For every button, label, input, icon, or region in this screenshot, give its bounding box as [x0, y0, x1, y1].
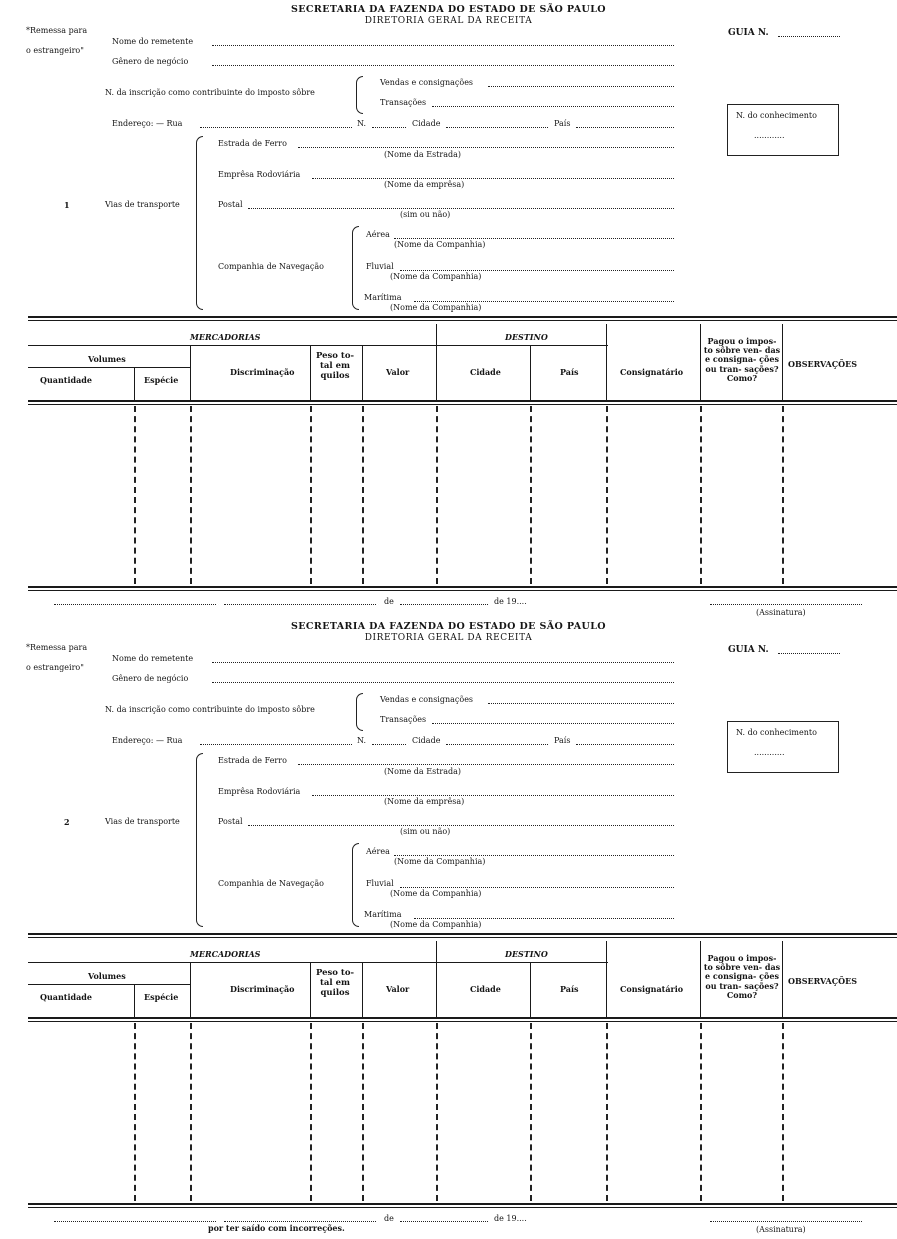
col-observacoes: OBSERVAÇÕES [788, 359, 857, 369]
pais-field[interactable] [576, 127, 674, 128]
body-col-7 [606, 1023, 608, 1201]
aerea-label: Aérea [366, 847, 390, 856]
fluvial-label: Fluvial [366, 879, 394, 888]
sep-disc-peso [310, 962, 311, 1017]
guia-number-field[interactable] [778, 36, 840, 37]
form-title: SECRETARIA DA FAZENDA DO ESTADO DE SÃO PAULO [291, 4, 606, 15]
footer-note: por ter saído com incorreções. [208, 1223, 345, 1233]
form-number: 1 [64, 200, 70, 210]
fluvial-field[interactable] [400, 887, 674, 888]
col-valor: Valor [386, 367, 410, 377]
cidade-field[interactable] [446, 744, 548, 745]
de-label: de [384, 597, 394, 606]
form-subtitle: DIRETORIA GERAL DA RECEITA [364, 633, 533, 643]
maritima-label: Marítima [364, 293, 402, 302]
mercadorias-header: MERCADORIAS [190, 332, 261, 342]
body-col-1 [134, 406, 136, 584]
rodoviaria-hint: (Nome da emprêsa) [384, 180, 465, 189]
sep-peso-valor [362, 962, 363, 1017]
endereco-label: Endereço: — Rua [112, 119, 183, 128]
maritima-hint: (Nome da Companhia) [390, 920, 482, 929]
volumes-rule [28, 984, 190, 985]
col-discriminacao: Discriminação [230, 984, 295, 994]
remessa-line2: o estrangeiro" [26, 46, 84, 55]
conhecimento-label: N. do conhecimento [736, 111, 817, 120]
body-col-2 [190, 1023, 192, 1201]
volumes-header: Volumes [88, 971, 126, 981]
guia-form-1 [0, 0, 897, 615]
remetente-label: Nome do remetente [112, 654, 194, 663]
genero-label: Gênero de negócio [112, 57, 189, 66]
remetente-field[interactable] [212, 662, 674, 663]
col-quantidade: Quantidade [40, 992, 92, 1002]
col-cidade: Cidade [470, 367, 501, 377]
pais-field[interactable] [576, 744, 674, 745]
form-title: SECRETARIA DA FAZENDA DO ESTADO DE SÃO PAULO [291, 621, 606, 632]
form-number: 2 [64, 817, 70, 827]
remetente-label: Nome do remetente [112, 37, 194, 46]
genero-field[interactable] [212, 682, 674, 683]
navegacao-brace [352, 843, 359, 927]
sep-esp-disc [190, 345, 191, 400]
sep-consig-pagou [700, 941, 701, 1017]
body-col-4 [362, 406, 364, 584]
sep-esp-disc [190, 962, 191, 1017]
navegacao-label: Companhia de Navegação [218, 262, 324, 271]
rodoviaria-label: Emprêsa Rodoviária [218, 787, 301, 796]
col-quantidade: Quantidade [40, 375, 92, 385]
maritima-field[interactable] [414, 301, 674, 302]
sep-consig-pagou [700, 324, 701, 400]
sep-cidade-pais [530, 345, 531, 400]
body-col-9 [782, 1023, 784, 1201]
estrada-field[interactable] [298, 764, 674, 765]
group-rule [28, 962, 608, 963]
inscricao-label: N. da inscrição como contribuinte do imposto sôbre [105, 88, 315, 97]
maritima-label: Marítima [364, 910, 402, 919]
form-subtitle: DIRETORIA GERAL DA RECEITA [364, 16, 533, 26]
cidade-label: Cidade [412, 736, 441, 745]
remessa-line1: *Remessa para [26, 26, 88, 35]
sep-pais-consig [606, 324, 607, 400]
rodoviaria-field[interactable] [312, 178, 674, 179]
genero-label: Gênero de negócio [112, 674, 189, 683]
body-col-5 [436, 406, 438, 584]
body-col-8 [700, 406, 702, 584]
rodoviaria-label: Emprêsa Rodoviária [218, 170, 301, 179]
assinatura-field[interactable] [710, 604, 862, 605]
col-valor: Valor [386, 984, 410, 994]
guia-label: GUIA N. [728, 28, 769, 38]
col-peso: Peso to- tal em quilos [315, 968, 355, 998]
inscricao-label: N. da inscrição como contribuinte do imposto sôbre [105, 705, 315, 714]
numero-field[interactable] [372, 744, 406, 745]
de-label: de [384, 1214, 394, 1223]
group-rule [28, 345, 608, 346]
body-col-6 [530, 406, 532, 584]
estrada-hint: (Nome da Estrada) [384, 150, 461, 159]
col-discriminacao: Discriminação [230, 367, 295, 377]
pais-label: País [554, 736, 571, 745]
aerea-field[interactable] [394, 855, 674, 856]
table-top-rule-2 [28, 937, 897, 938]
postal-hint: (sim ou não) [400, 827, 451, 836]
mercadorias-header: MERCADORIAS [190, 949, 261, 959]
vendas-label: Vendas e consignações [380, 695, 474, 704]
col-pagou: Pagou o impos- to sôbre ven- das e consigna- ções ou tran- sações? Como? [703, 953, 781, 1000]
aerea-hint: (Nome da Companhia) [394, 857, 486, 866]
assinatura-field[interactable] [710, 1221, 862, 1222]
fluvial-hint: (Nome da Companhia) [390, 272, 482, 281]
genero-field[interactable] [212, 65, 674, 66]
table-header-rule-2 [28, 1021, 897, 1022]
transacoes-field[interactable] [432, 723, 674, 724]
remessa-line1: *Remessa para [26, 643, 88, 652]
numero-field[interactable] [372, 127, 406, 128]
vendas-label: Vendas e consignações [380, 78, 474, 87]
sep-valor-cidade [436, 941, 437, 1017]
sep-valor-cidade [436, 324, 437, 400]
col-especie: Espécie [144, 375, 179, 385]
numero-label: N. [357, 119, 367, 128]
remetente-field[interactable] [212, 45, 674, 46]
rua-field[interactable] [200, 744, 352, 745]
sep-disc-peso [310, 345, 311, 400]
estrada-hint: (Nome da Estrada) [384, 767, 461, 776]
postal-hint: (sim ou não) [400, 210, 451, 219]
table-bottom-rule-2 [28, 1207, 897, 1208]
postal-field[interactable] [248, 208, 674, 209]
maritima-field[interactable] [414, 918, 674, 919]
fluvial-label: Fluvial [366, 262, 394, 271]
endereco-label: Endereço: — Rua [112, 736, 183, 745]
mes-field[interactable] [400, 604, 488, 605]
estrada-label: Estrada de Ferro [218, 139, 287, 148]
table-header-rule [28, 400, 897, 402]
col-cidade: Cidade [470, 984, 501, 994]
fluvial-field[interactable] [400, 270, 674, 271]
remessa-line2: o estrangeiro" [26, 663, 84, 672]
navegacao-brace [352, 226, 359, 310]
sep-pagou-obs [782, 941, 783, 1017]
destino-header: DESTINO [505, 949, 548, 959]
assinatura-label: (Assinatura) [756, 1225, 806, 1234]
guia-label: GUIA N. [728, 645, 769, 655]
local-field[interactable] [54, 1221, 216, 1222]
dia-field[interactable] [224, 1221, 376, 1222]
postal-label: Postal [218, 200, 243, 209]
rodoviaria-field[interactable] [312, 795, 674, 796]
col-especie: Espécie [144, 992, 179, 1002]
col-peso: Peso to- tal em quilos [315, 351, 355, 381]
inscricao-brace [356, 693, 363, 731]
volumes-header: Volumes [88, 354, 126, 364]
conhecimento-box[interactable] [727, 721, 839, 773]
rua-field[interactable] [200, 127, 352, 128]
conhecimento-value: ............ [754, 748, 785, 757]
fluvial-hint: (Nome da Companhia) [390, 889, 482, 898]
aerea-field[interactable] [394, 238, 674, 239]
body-col-1 [134, 1023, 136, 1201]
table-top-rule [28, 933, 897, 935]
sep-pagou-obs [782, 324, 783, 400]
aerea-label: Aérea [366, 230, 390, 239]
body-col-7 [606, 406, 608, 584]
sep-cidade-pais [530, 962, 531, 1017]
guia-form-2 [0, 617, 897, 1232]
estrada-label: Estrada de Ferro [218, 756, 287, 765]
body-col-8 [700, 1023, 702, 1201]
destino-header: DESTINO [505, 332, 548, 342]
local-field[interactable] [54, 604, 216, 605]
pais-label: País [554, 119, 571, 128]
body-col-3 [310, 1023, 312, 1201]
maritima-hint: (Nome da Companhia) [390, 303, 482, 312]
transacoes-field[interactable] [432, 106, 674, 107]
table-header-rule [28, 1017, 897, 1019]
postal-label: Postal [218, 817, 243, 826]
col-pais: País [560, 984, 579, 994]
mes-field[interactable] [400, 1221, 488, 1222]
vendas-field[interactable] [488, 703, 674, 704]
col-observacoes: OBSERVAÇÕES [788, 976, 857, 986]
transacoes-label: Transações [380, 98, 427, 107]
sep-peso-valor [362, 345, 363, 400]
body-col-5 [436, 1023, 438, 1201]
ano-label: de 19.... [494, 597, 527, 606]
conhecimento-box[interactable] [727, 104, 839, 156]
table-bottom-rule [28, 1203, 897, 1205]
col-consignatario: Consignatário [620, 984, 684, 994]
aerea-hint: (Nome da Companhia) [394, 240, 486, 249]
dia-field[interactable] [224, 604, 376, 605]
col-pais: País [560, 367, 579, 377]
transport-brace [196, 753, 203, 927]
table-top-rule [28, 316, 897, 318]
transport-label: Vias de transporte [105, 817, 180, 826]
inscricao-brace [356, 76, 363, 114]
body-col-6 [530, 1023, 532, 1201]
col-pagou: Pagou o impos- to sôbre ven- das e consigna- ções ou tran- sações? Como? [703, 336, 781, 383]
table-top-rule-2 [28, 320, 897, 321]
numero-label: N. [357, 736, 367, 745]
table-header-rule-2 [28, 404, 897, 405]
rodoviaria-hint: (Nome da emprêsa) [384, 797, 465, 806]
assinatura-label: (Assinatura) [756, 608, 806, 617]
body-col-3 [310, 406, 312, 584]
sep-quant-esp [134, 367, 135, 400]
body-col-9 [782, 406, 784, 584]
sep-pais-consig [606, 941, 607, 1017]
cidade-field[interactable] [446, 127, 548, 128]
sep-quant-esp [134, 984, 135, 1017]
transport-brace [196, 136, 203, 310]
body-col-2 [190, 406, 192, 584]
navegacao-label: Companhia de Navegação [218, 879, 324, 888]
conhecimento-value: ............ [754, 131, 785, 140]
volumes-rule [28, 367, 190, 368]
transport-label: Vias de transporte [105, 200, 180, 209]
estrada-field[interactable] [298, 147, 674, 148]
conhecimento-label: N. do conhecimento [736, 728, 817, 737]
vendas-field[interactable] [488, 86, 674, 87]
ano-label: de 19.... [494, 1214, 527, 1223]
guia-number-field[interactable] [778, 653, 840, 654]
transacoes-label: Transações [380, 715, 427, 724]
cidade-label: Cidade [412, 119, 441, 128]
col-consignatario: Consignatário [620, 367, 684, 377]
postal-field[interactable] [248, 825, 674, 826]
body-col-4 [362, 1023, 364, 1201]
table-bottom-rule-2 [28, 590, 897, 591]
table-bottom-rule [28, 586, 897, 588]
